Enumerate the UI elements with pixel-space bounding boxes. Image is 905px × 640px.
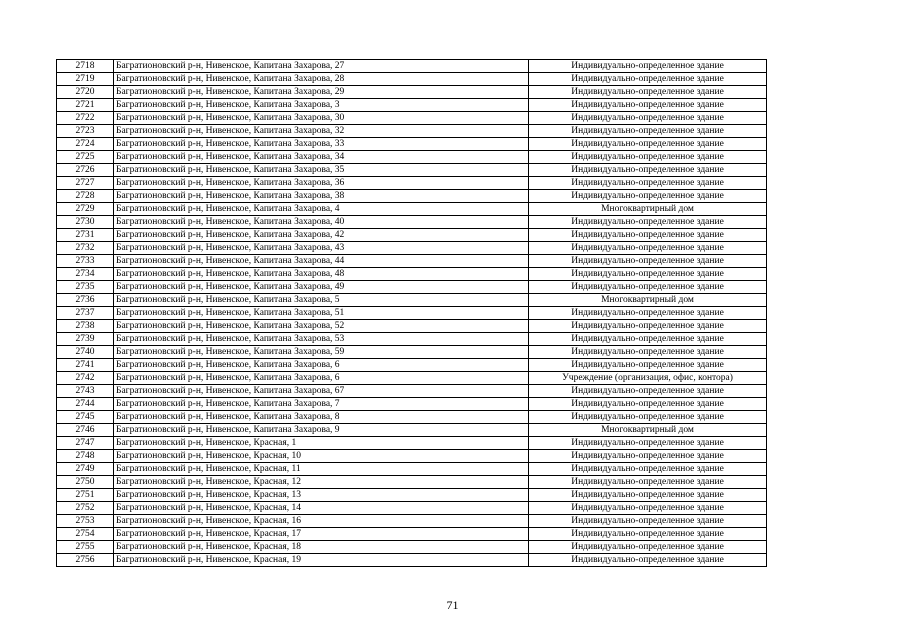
- row-number-cell: 2743: [57, 385, 114, 398]
- building-type-cell: Индивидуально-определенное здание: [529, 281, 767, 294]
- address-cell: Багратионовский р-н, Нивенское, Капитана Захарова, 33: [114, 138, 529, 151]
- table-row: [57, 60, 767, 73]
- address-cell: Багратионовский р-н, Нивенское, Красная, 12: [114, 476, 529, 489]
- address-cell: Багратионовский р-н, Нивенское, Красная, 14: [114, 502, 529, 515]
- address-cell: Багратионовский р-н, Нивенское, Красная, 17: [114, 528, 529, 541]
- table-row: [57, 437, 767, 450]
- building-type-cell: Индивидуально-определенное здание: [529, 489, 767, 502]
- table-row: [57, 125, 767, 138]
- building-type-cell: Индивидуально-определенное здание: [529, 216, 767, 229]
- table-row: [57, 242, 767, 255]
- address-cell: Багратионовский р-н, Нивенское, Капитана Захарова, 32: [114, 125, 529, 138]
- building-type-cell: Индивидуально-определенное здание: [529, 476, 767, 489]
- address-cell: Багратионовский р-н, Нивенское, Капитана Захарова, 42: [114, 229, 529, 242]
- registry-table: [56, 59, 767, 567]
- building-type-cell: Индивидуально-определенное здание: [529, 554, 767, 567]
- building-type-cell: Индивидуально-определенное здание: [529, 138, 767, 151]
- row-number-cell: 2720: [57, 86, 114, 99]
- row-number-cell: 2736: [57, 294, 114, 307]
- row-number-cell: 2754: [57, 528, 114, 541]
- row-number-cell: 2747: [57, 437, 114, 450]
- row-number-cell: 2730: [57, 216, 114, 229]
- table-row: [57, 450, 767, 463]
- address-cell: Багратионовский р-н, Нивенское, Красная, 10: [114, 450, 529, 463]
- table-row: [57, 99, 767, 112]
- table-row: [57, 138, 767, 151]
- table-row: [57, 86, 767, 99]
- building-type-cell: Многоквартирный дом: [529, 203, 767, 216]
- table-row: [57, 541, 767, 554]
- table-row: [57, 476, 767, 489]
- building-type-cell: Индивидуально-определенное здание: [529, 125, 767, 138]
- table-row: [57, 463, 767, 476]
- address-cell: Багратионовский р-н, Нивенское, Капитана Захарова, 3: [114, 99, 529, 112]
- registry-table-body: [57, 60, 767, 567]
- building-type-cell: Индивидуально-определенное здание: [529, 112, 767, 125]
- row-number-cell: 2739: [57, 333, 114, 346]
- address-cell: Багратионовский р-н, Нивенское, Капитана Захарова, 67: [114, 385, 529, 398]
- address-cell: Багратионовский р-н, Нивенское, Красная, 11: [114, 463, 529, 476]
- building-type-cell: Индивидуально-определенное здание: [529, 307, 767, 320]
- building-type-cell: Многоквартирный дом: [529, 424, 767, 437]
- address-cell: Багратионовский р-н, Нивенское, Красная, 19: [114, 554, 529, 567]
- table-row: [57, 73, 767, 86]
- address-cell: Багратионовский р-н, Нивенское, Капитана Захарова, 35: [114, 164, 529, 177]
- table-row: [57, 203, 767, 216]
- row-number-cell: 2750: [57, 476, 114, 489]
- building-type-cell: Индивидуально-определенное здание: [529, 359, 767, 372]
- table-row: [57, 216, 767, 229]
- row-number-cell: 2755: [57, 541, 114, 554]
- row-number-cell: 2756: [57, 554, 114, 567]
- address-cell: Багратионовский р-н, Нивенское, Капитана Захарова, 36: [114, 177, 529, 190]
- page-number: 71: [446, 598, 459, 612]
- address-cell: Багратионовский р-н, Нивенское, Капитана Захарова, 28: [114, 73, 529, 86]
- building-type-cell: Индивидуально-определенное здание: [529, 151, 767, 164]
- row-number-cell: 2724: [57, 138, 114, 151]
- table-row: [57, 307, 767, 320]
- table-row: [57, 190, 767, 203]
- row-number-cell: 2726: [57, 164, 114, 177]
- building-type-cell: Индивидуально-определенное здание: [529, 346, 767, 359]
- building-type-cell: Индивидуально-определенное здание: [529, 320, 767, 333]
- table-row: [57, 411, 767, 424]
- building-type-cell: Индивидуально-определенное здание: [529, 398, 767, 411]
- table-row: [57, 502, 767, 515]
- row-number-cell: 2738: [57, 320, 114, 333]
- table-row: [57, 385, 767, 398]
- row-number-cell: 2741: [57, 359, 114, 372]
- address-cell: Багратионовский р-н, Нивенское, Капитана Захарова, 34: [114, 151, 529, 164]
- row-number-cell: 2753: [57, 515, 114, 528]
- building-type-cell: Индивидуально-определенное здание: [529, 229, 767, 242]
- address-cell: Багратионовский р-н, Нивенское, Капитана Захарова, 6: [114, 359, 529, 372]
- building-type-cell: Индивидуально-определенное здание: [529, 463, 767, 476]
- address-cell: Багратионовский р-н, Нивенское, Красная, 1: [114, 437, 529, 450]
- building-type-cell: Индивидуально-определенное здание: [529, 255, 767, 268]
- building-type-cell: Индивидуально-определенное здание: [529, 60, 767, 73]
- building-type-cell: Индивидуально-определенное здание: [529, 164, 767, 177]
- table-row: [57, 281, 767, 294]
- building-type-cell: Индивидуально-определенное здание: [529, 450, 767, 463]
- table-row: [57, 164, 767, 177]
- row-number-cell: 2740: [57, 346, 114, 359]
- row-number-cell: 2723: [57, 125, 114, 138]
- row-number-cell: 2728: [57, 190, 114, 203]
- address-cell: Багратионовский р-н, Нивенское, Капитана Захарова, 48: [114, 268, 529, 281]
- building-type-cell: Индивидуально-определенное здание: [529, 528, 767, 541]
- address-cell: Багратионовский р-н, Нивенское, Капитана Захарова, 9: [114, 424, 529, 437]
- address-cell: Багратионовский р-н, Нивенское, Капитана Захарова, 27: [114, 60, 529, 73]
- address-cell: Багратионовский р-н, Нивенское, Капитана Захарова, 40: [114, 216, 529, 229]
- row-number-cell: 2745: [57, 411, 114, 424]
- row-number-cell: 2727: [57, 177, 114, 190]
- building-type-cell: Индивидуально-определенное здание: [529, 86, 767, 99]
- row-number-cell: 2735: [57, 281, 114, 294]
- building-type-cell: Многоквартирный дом: [529, 294, 767, 307]
- table-row: [57, 333, 767, 346]
- building-type-cell: Индивидуально-определенное здание: [529, 411, 767, 424]
- table-row: [57, 346, 767, 359]
- table-row: [57, 554, 767, 567]
- row-number-cell: 2722: [57, 112, 114, 125]
- address-cell: Багратионовский р-н, Нивенское, Капитана Захарова, 52: [114, 320, 529, 333]
- row-number-cell: 2725: [57, 151, 114, 164]
- building-type-cell: Индивидуально-определенное здание: [529, 437, 767, 450]
- row-number-cell: 2732: [57, 242, 114, 255]
- address-cell: Багратионовский р-н, Нивенское, Капитана Захарова, 38: [114, 190, 529, 203]
- row-number-cell: 2742: [57, 372, 114, 385]
- table-row: [57, 320, 767, 333]
- table-row: [57, 294, 767, 307]
- row-number-cell: 2752: [57, 502, 114, 515]
- address-cell: Багратионовский р-н, Нивенское, Капитана Захарова, 49: [114, 281, 529, 294]
- table-row: [57, 424, 767, 437]
- building-type-cell: Индивидуально-определенное здание: [529, 502, 767, 515]
- building-type-cell: Индивидуально-определенное здание: [529, 73, 767, 86]
- building-type-cell: Индивидуально-определенное здание: [529, 242, 767, 255]
- address-cell: Багратионовский р-н, Нивенское, Капитана Захарова, 4: [114, 203, 529, 216]
- row-number-cell: 2718: [57, 60, 114, 73]
- building-type-cell: Индивидуально-определенное здание: [529, 190, 767, 203]
- row-number-cell: 2729: [57, 203, 114, 216]
- address-cell: Багратионовский р-н, Нивенское, Капитана Захарова, 6: [114, 372, 529, 385]
- address-cell: Багратионовский р-н, Нивенское, Капитана Захарова, 30: [114, 112, 529, 125]
- row-number-cell: 2746: [57, 424, 114, 437]
- address-cell: Багратионовский р-н, Нивенское, Капитана Захарова, 51: [114, 307, 529, 320]
- building-type-cell: Индивидуально-определенное здание: [529, 385, 767, 398]
- row-number-cell: 2733: [57, 255, 114, 268]
- row-number-cell: 2731: [57, 229, 114, 242]
- row-number-cell: 2744: [57, 398, 114, 411]
- building-type-cell: Индивидуально-определенное здание: [529, 99, 767, 112]
- address-cell: Багратионовский р-н, Нивенское, Капитана Захарова, 8: [114, 411, 529, 424]
- address-cell: Багратионовский р-н, Нивенское, Красная, 13: [114, 489, 529, 502]
- table-row: [57, 359, 767, 372]
- building-type-cell: Учреждение (организация, офис, контора): [529, 372, 767, 385]
- table-row: [57, 229, 767, 242]
- address-cell: Багратионовский р-н, Нивенское, Капитана Захарова, 29: [114, 86, 529, 99]
- row-number-cell: 2748: [57, 450, 114, 463]
- table-row: [57, 398, 767, 411]
- table-row: [57, 268, 767, 281]
- table-row: [57, 528, 767, 541]
- address-cell: Багратионовский р-н, Нивенское, Красная, 16: [114, 515, 529, 528]
- row-number-cell: 2737: [57, 307, 114, 320]
- row-number-cell: 2751: [57, 489, 114, 502]
- building-type-cell: Индивидуально-определенное здание: [529, 541, 767, 554]
- table-row: [57, 112, 767, 125]
- building-type-cell: Индивидуально-определенное здание: [529, 268, 767, 281]
- building-type-cell: Индивидуально-определенное здание: [529, 333, 767, 346]
- row-number-cell: 2734: [57, 268, 114, 281]
- building-type-cell: Индивидуально-определенное здание: [529, 177, 767, 190]
- address-cell: Багратионовский р-н, Нивенское, Капитана Захарова, 53: [114, 333, 529, 346]
- address-cell: Багратионовский р-н, Нивенское, Капитана Захарова, 43: [114, 242, 529, 255]
- address-cell: Багратионовский р-н, Нивенское, Капитана Захарова, 59: [114, 346, 529, 359]
- address-cell: Багратионовский р-н, Нивенское, Капитана Захарова, 5: [114, 294, 529, 307]
- address-cell: Багратионовский р-н, Нивенское, Капитана Захарова, 7: [114, 398, 529, 411]
- building-type-cell: Индивидуально-определенное здание: [529, 515, 767, 528]
- table-row: [57, 255, 767, 268]
- row-number-cell: 2749: [57, 463, 114, 476]
- address-cell: Багратионовский р-н, Нивенское, Красная, 18: [114, 541, 529, 554]
- row-number-cell: 2719: [57, 73, 114, 86]
- address-cell: Багратионовский р-н, Нивенское, Капитана Захарова, 44: [114, 255, 529, 268]
- table-row: [57, 372, 767, 385]
- table-row: [57, 151, 767, 164]
- table-row: [57, 515, 767, 528]
- table-row: [57, 177, 767, 190]
- row-number-cell: 2721: [57, 99, 114, 112]
- table-row: [57, 489, 767, 502]
